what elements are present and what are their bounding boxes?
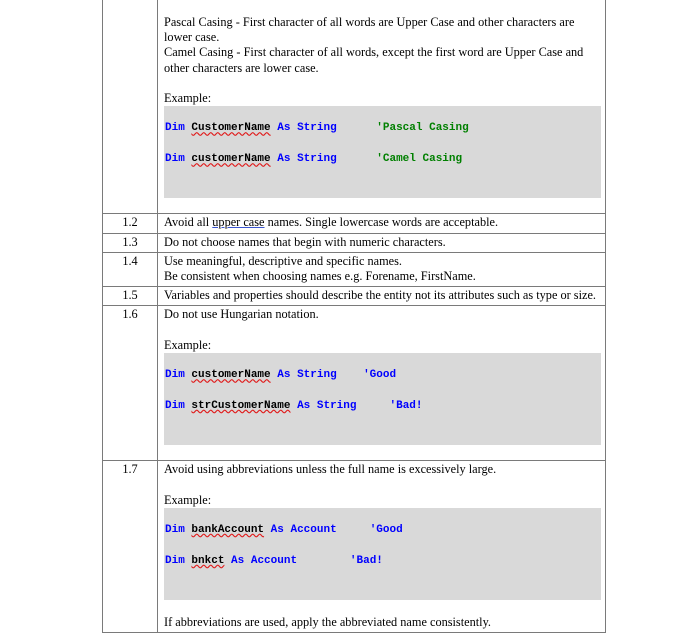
code-comment: 'Good [363,369,397,382]
code-identifier: bankAccount [191,524,265,537]
table-row [103,287,606,306]
code-gap [356,400,389,412]
example-label: Example: [164,492,212,507]
code-keyword: Dim [165,400,185,413]
code-keyword-as: As [277,369,291,382]
code-block [164,353,601,445]
code-gap [337,369,363,381]
code-line [165,152,601,167]
rule-number-cell: 1.5 [103,287,158,306]
rule-number-cell [103,0,158,214]
table-row [103,252,606,286]
code-keyword-as: As [277,153,291,166]
rule-number-cell: 1.2 [103,214,158,233]
rule-number-cell: 1.3 [103,233,158,252]
rule-body-cell [158,214,606,233]
rule-number-cell: 1.7 [103,461,158,633]
code-keyword: Dim [165,122,185,135]
code-line [165,368,601,383]
code-line [165,399,601,414]
rule-body-cell: Variables and properties should describe the entity not its attributes such as type or size. [158,287,606,306]
code-line [165,523,601,538]
code-keyword: Dim [165,524,185,537]
code-gap [337,153,377,165]
table-body [103,0,606,633]
rule-paragraph: Use meaningful, descriptive and specific names. [164,253,402,268]
rule-text-before: Avoid all [164,215,213,230]
rule-body-cell [158,461,606,633]
code-type: Account [290,524,337,537]
code-type: String [316,400,357,413]
rule-paragraph: Do not use Hungarian notation. [164,307,319,322]
rule-body-cell [158,306,606,461]
code-block [164,508,601,600]
spacer [164,600,601,615]
code-comment: 'Bad! [349,554,383,567]
code-keyword-as: As [297,400,311,413]
rule-text-after: names. Single lowercase words are acceptable. [264,215,499,230]
code-gap [337,122,377,134]
example-label: Example: [164,90,212,105]
code-keyword-as: As [270,524,284,537]
code-line [165,121,601,136]
code-type: String [297,122,337,135]
code-comment: 'Good [369,524,403,537]
grammar-flagged-text: upper case [212,215,265,230]
code-line [165,554,601,569]
code-comment: 'Pascal Casing [376,122,469,135]
rule-paragraph: Camel Casing - First character of all words, except the first word are Upper Case and other characters are lower case. [164,45,584,75]
rule-paragraph: Avoid using abbreviations unless the full name is excessively large. [164,462,497,477]
code-identifier: customerName [191,153,271,166]
code-type: Account [250,554,298,567]
code-comment: 'Bad! [389,400,423,413]
rule-body-cell [158,0,606,214]
table-row [103,306,606,461]
code-keyword-as: As [277,122,291,135]
code-keyword: Dim [165,153,185,166]
code-comment: 'Camel Casing [376,153,463,166]
code-identifier: bnkct [191,554,225,567]
rule-number-cell: 1.6 [103,306,158,461]
code-identifier: customerName [191,369,271,382]
spacer [164,198,601,211]
rule-body-cell: Do not choose names that begin with numeric characters. [158,233,606,252]
rule-number-cell: 1.4 [103,252,158,286]
code-keyword: Dim [165,554,185,567]
table-row [103,461,606,633]
table-row [103,214,606,233]
spacer [164,76,601,91]
code-gap [337,524,370,536]
code-keyword: Dim [165,369,185,382]
spacer [164,478,601,493]
code-identifier: strCustomerName [191,400,291,413]
rule-paragraph: Pascal Casing - First character of all words are Upper Case and other characters are lower case. [164,15,575,45]
code-identifier: CustomerName [191,122,271,135]
code-block [164,106,601,198]
spacer [164,0,601,15]
rule-paragraph-clipped: If abbreviations are used, apply the abbreviated name consistently. [164,615,492,630]
rule-paragraph: Be consistent when choosing names e.g. Forename, FirstName. [164,269,476,284]
naming-guidelines-table [102,0,606,633]
spacer [164,323,601,338]
table-row [103,0,606,214]
code-gap [297,555,350,567]
table-row [103,233,606,252]
example-label: Example: [164,337,212,352]
code-type: String [297,369,337,382]
code-type: String [297,153,337,166]
spacer [164,445,601,458]
rule-body-cell [158,252,606,286]
code-keyword-as: As [231,554,245,567]
